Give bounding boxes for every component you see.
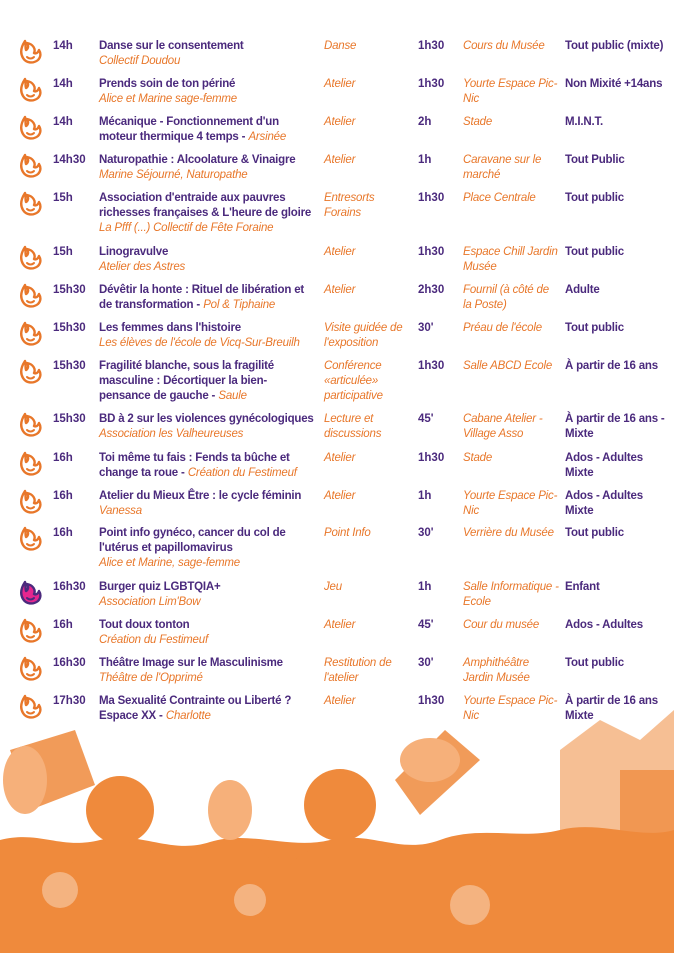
event-audience: Non Mixité +14ans: [565, 78, 663, 90]
event-type: Atelier: [324, 619, 356, 631]
event-type: Point Info: [324, 527, 371, 539]
event-title: Burger quiz LGBTQIA+: [99, 581, 221, 593]
event-type: Atelier: [324, 284, 356, 296]
event-time: 16h30: [53, 581, 86, 593]
event-audience: Ados - Adultes: [565, 619, 643, 631]
event-audience: Ados - Adultes Mixte: [565, 490, 643, 517]
event-audience: Tout public (mixte): [565, 40, 664, 52]
event-place: Stade: [463, 452, 493, 464]
event-title: Ma Sexualité Contrainte ou Liberté ? Espace XX -: [99, 695, 292, 722]
flame-outline-icon: [18, 153, 44, 179]
flame-outline-icon: [18, 77, 44, 103]
event-place: Place Centrale: [463, 192, 536, 204]
event-duration: 1h30: [418, 246, 445, 258]
event-time: 16h: [53, 490, 73, 502]
event-audience: Tout public: [565, 246, 624, 258]
event-time: 14h30: [53, 154, 86, 166]
event-place: Salle Informatique - Ecole: [463, 581, 559, 608]
event-title: Linogravulve: [99, 246, 169, 258]
event-type: Entresorts Forains: [324, 192, 375, 219]
event-title: Les femmes dans l'histoire: [99, 322, 241, 334]
event-title: Toi même tu fais : Fends ta bûche et change ta roue -: [99, 452, 290, 479]
event-type: Atelier: [324, 246, 356, 258]
event-duration: 45': [418, 619, 434, 631]
event-time: 15h: [53, 246, 73, 258]
event-audience: M.I.N.T.: [565, 116, 604, 128]
event-time: 16h: [53, 452, 73, 464]
flame-outline-icon: [18, 115, 44, 141]
event-host: Arsinée: [248, 131, 287, 143]
flame-filled-icon: [18, 580, 44, 606]
event-place: Cour du musée: [463, 619, 540, 631]
event-title: Atelier du Mieux Être : le cycle féminin: [99, 490, 302, 502]
flame-outline-icon: [18, 451, 44, 477]
event-audience: Tout public: [565, 527, 624, 539]
flame-outline-icon: [18, 321, 44, 347]
event-duration: 1h: [418, 581, 432, 593]
event-place: Caravane sur le marché: [463, 154, 542, 181]
event-place: Cabane Atelier - Village Asso: [463, 413, 543, 440]
event-duration: 1h30: [418, 40, 445, 52]
protest-photo-collage: [0, 690, 674, 953]
event-place: Préau de l'école: [463, 322, 542, 334]
event-title: Point info gynéco, cancer du col de l'utérus et papillomavirus: [99, 527, 286, 554]
flame-outline-icon: [18, 656, 44, 682]
event-time: 17h30: [53, 695, 86, 707]
event-host: Marine Séjourné, Naturopathe: [99, 169, 248, 181]
event-time: 15h30: [53, 322, 86, 334]
event-title: Mécanique - Fonctionnement d'un moteur thermique 4 temps -: [99, 116, 279, 143]
event-type: Atelier: [324, 116, 356, 128]
event-type: Jeu: [324, 581, 342, 593]
flame-outline-icon: [18, 283, 44, 309]
event-time: 15h30: [53, 360, 86, 372]
event-title: Fragilité blanche, sous la fragilité masculine : Décortiquer la bien-pensance de gauche -: [99, 360, 274, 402]
event-host: Charlotte: [165, 710, 211, 722]
event-host: Alice et Marine sage-femme: [99, 93, 237, 105]
event-time: 15h30: [53, 413, 86, 425]
event-time: 16h: [53, 527, 73, 539]
event-type: Restitution de l'atelier: [324, 657, 392, 684]
event-host: Association Lim'Bow: [99, 596, 201, 608]
event-type: Conférence «articulée» participative: [324, 360, 383, 402]
event-audience: Enfant: [565, 581, 600, 593]
event-audience: À partir de 16 ans: [565, 360, 658, 372]
event-duration: 2h: [418, 116, 432, 128]
flame-outline-icon: [18, 526, 44, 552]
event-audience: Tout Public: [565, 154, 625, 166]
event-place: Yourte Espace Pic-Nic: [463, 78, 558, 105]
event-place: Amphithéâtre Jardin Musée: [463, 657, 530, 684]
event-title: Dévêtir la honte : Rituel de libération et de transformation -: [99, 284, 305, 311]
event-host: Pol & Tiphaine: [203, 299, 276, 311]
event-type: Atelier: [324, 695, 356, 707]
event-title: Tout doux tonton: [99, 619, 190, 631]
event-host: Création du Festimeuf: [187, 467, 297, 479]
event-type: Atelier: [324, 452, 356, 464]
event-host: Théâtre de l'Opprimé: [99, 672, 203, 684]
event-place: Cours du Musée: [463, 40, 545, 52]
event-type: Danse: [324, 40, 357, 52]
event-duration: 30': [418, 527, 434, 539]
event-place: Yourte Espace Pic-Nic: [463, 695, 558, 722]
event-title: Théâtre Image sur le Masculinisme: [99, 657, 283, 669]
event-title: Naturopathie : Alcoolature & Vinaigre: [99, 154, 296, 166]
event-time: 15h30: [53, 284, 86, 296]
event-duration: 30': [418, 322, 434, 334]
flame-outline-icon: [18, 245, 44, 271]
event-audience: Tout public: [565, 322, 624, 334]
event-audience: À partir de 16 ans Mixte: [565, 695, 658, 722]
event-host: Saule: [218, 390, 247, 402]
flame-outline-icon: [18, 359, 44, 385]
event-time: 14h: [53, 40, 73, 52]
event-type: Visite guidée de l'exposition: [324, 322, 403, 349]
event-audience: Tout public: [565, 657, 624, 669]
event-duration: 2h30: [418, 284, 445, 296]
event-host: Les élèves de l'école de Vicq-Sur-Breuilh: [99, 337, 300, 349]
event-duration: 45': [418, 413, 434, 425]
event-title: Prends soin de ton périné: [99, 78, 236, 90]
event-duration: 1h: [418, 154, 432, 166]
event-duration: 1h30: [418, 360, 445, 372]
event-audience: Ados - Adultes Mixte: [565, 452, 643, 479]
event-place: Fournil (à côté de la Poste): [463, 284, 549, 311]
event-host: Vanessa: [99, 505, 142, 517]
event-duration: 1h30: [418, 192, 445, 204]
event-audience: À partir de 16 ans - Mixte: [565, 413, 665, 440]
event-duration: 1h30: [418, 452, 445, 464]
flame-outline-icon: [18, 191, 44, 217]
event-type: Atelier: [324, 154, 356, 166]
event-time: 14h: [53, 78, 73, 90]
event-host: La Pfff (...) Collectif de Fête Foraine: [99, 222, 274, 234]
flame-outline-icon: [18, 489, 44, 515]
event-time: 14h: [53, 116, 73, 128]
event-audience: Tout public: [565, 192, 624, 204]
event-host: Atelier des Astres: [99, 261, 186, 273]
event-time: 15h: [53, 192, 73, 204]
flame-outline-icon: [18, 618, 44, 644]
event-title: Danse sur le consentement: [99, 40, 244, 52]
flame-outline-icon: [18, 39, 44, 65]
event-time: 16h: [53, 619, 73, 631]
event-type: Atelier: [324, 78, 356, 90]
event-type: Lecture et discussions: [324, 413, 382, 440]
event-type: Atelier: [324, 490, 356, 502]
event-duration: 1h30: [418, 695, 445, 707]
event-place: Yourte Espace Pic-Nic: [463, 490, 558, 517]
event-title: Association d'entraide aux pauvres richesses françaises & L'heure de gloire: [99, 192, 312, 219]
event-host: Création du Festimeuf: [99, 634, 208, 646]
event-place: Verrière du Musée: [463, 527, 554, 539]
event-host: Collectif Doudou: [99, 55, 181, 67]
event-audience: Adulte: [565, 284, 600, 296]
event-place: Stade: [463, 116, 493, 128]
event-time: 16h30: [53, 657, 86, 669]
flame-outline-icon: [18, 412, 44, 438]
event-host: Association les Valheureuses: [99, 428, 244, 440]
event-place: Salle ABCD Ecole: [463, 360, 553, 372]
event-title: BD à 2 sur les violences gynécologiques: [99, 413, 314, 425]
event-host: Alice et Marine, sage-femme: [99, 557, 240, 569]
event-duration: 1h30: [418, 78, 445, 90]
event-place: Espace Chill Jardin Musée: [463, 246, 558, 273]
event-duration: 30': [418, 657, 434, 669]
event-duration: 1h: [418, 490, 432, 502]
